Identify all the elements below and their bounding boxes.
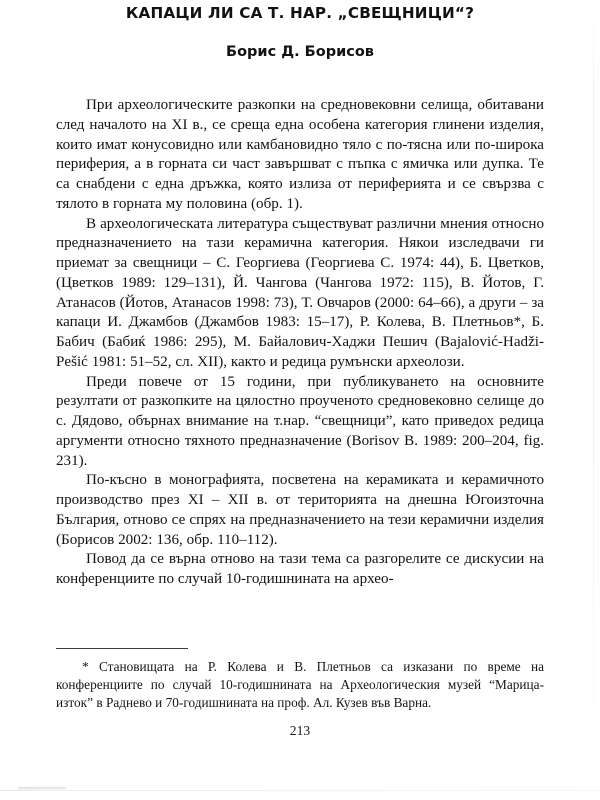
paragraph: В археологическата литература съществуват различни мнения относно предназначението на тази керамична категория. Някои изследвачи ги приемат за свещници – С. Георгиева (Георгиева С. 1974: 44), Б. Цветков, (Цветков 1989: 129–131), Й. Чангова (Чангова 1972: 115), В. Йотов, Г. Атанасов (Йотов, Атанасов 1998: 73), Т. Овчаров (2000: 64–66), а други – за капаци И. Джамбов (Джамбов 1983: 15–17), Р. Колева, В. Плетньов*, Б. Бабич (Бабиќ 1986: 295), М. Байалович-Хаджи Пешич (Bajalović-Hadži-Pešić 1981: 51–52, сл. XII), както и редица румънски археолози.	[56, 215, 544, 370]
footnote-text: * Становищата на Р. Колева и В. Плетньов са изказани по време на конференциите по случай 10-годишнината на Археологическия музей “Марица-изток” в Раднево и 70-годишнината на проф. Ал. Кузев във Варна.	[56, 659, 544, 710]
paragraph: При археологическите разкопки на средновековни селища, обитавани след началото на XI в., се среща една особена категория глинени изделия, които имат конусовидно или камбановидно тяло с по-тясна или по-широка периферия, а в горната си част завършват с пъпка с ямичка или дупка. Те са снабдени с една дръжка, която излиза от периферията и се свързва с тялото в горната му половина (обр. 1).	[56, 97, 544, 212]
author-name: Борис Д. Борисов	[226, 44, 374, 60]
document-page	[56, 0, 544, 800]
body-text	[56, 96, 544, 590]
footnote-block	[56, 648, 544, 711]
paragraph: По-късно в монографията, посветена на керамиката и керамичното производство през XI – XII в. от територията на днешна Югоизточна България, отново се спрях на предназначението на тези керамични изделия (Борисов 2002: 136, обр. 110–112).	[56, 472, 544, 548]
paragraph: Преди повече от 15 години, при публикуването на основните резултати от разкопките на цялостно проученото средновековно селище до с. Дядово, обърнах внимание на т.нар. “свещници”, като приведох редица аргументи относно тяхното предназначение (Borisov B. 1989: 200–204, fig. 231).	[56, 373, 544, 469]
page-number: 213	[289, 723, 311, 738]
footnote-separator-rule	[56, 648, 188, 649]
page-scan-edge-right	[593, 0, 594, 790]
paragraph: Повод да се върна отново на тази тема са разгорелите се дискусии на конференциите по случай 10-годишнината на архео-	[56, 551, 544, 587]
page-title: КАПАЦИ ЛИ СА Т. НАР. „СВЕЩНИЦИ“?	[125, 4, 475, 22]
